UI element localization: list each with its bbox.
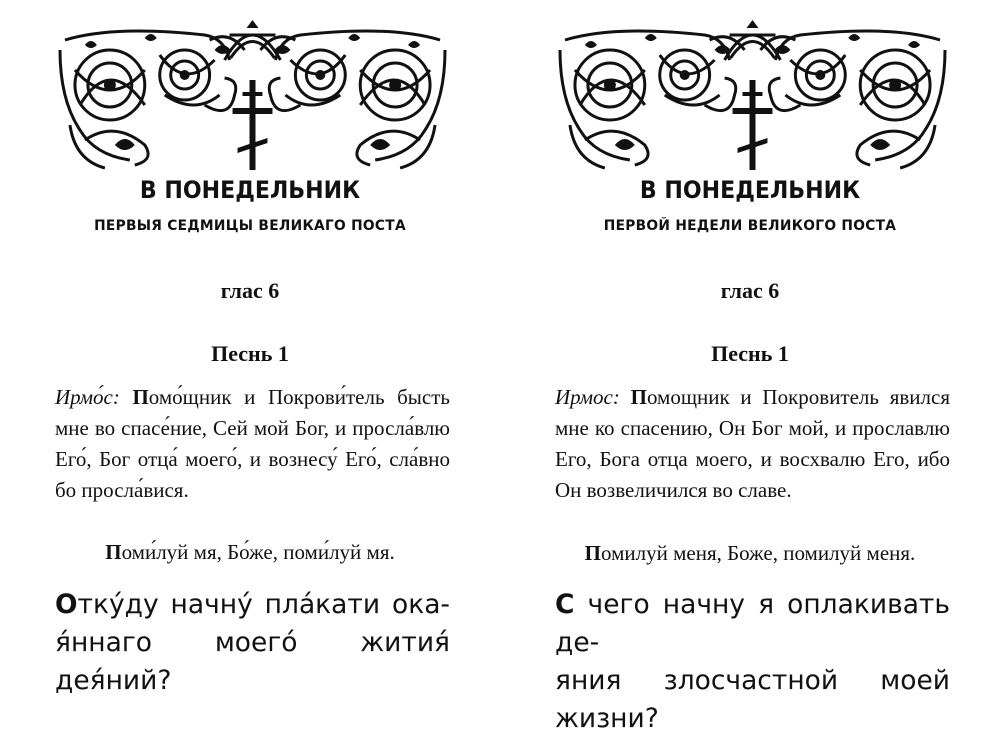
troparion-initial: С bbox=[555, 589, 575, 620]
refrain-initial: П bbox=[105, 540, 122, 564]
refrain-text: оми́луй мя, Бо́же, поми́луй мя. bbox=[121, 540, 395, 564]
irmos-text: омощник и Покровитель явился мне ко спасению, Он Бог мой, и прославлю Его, Бога отца моего, и восхвалю Его, ибо Он возвеличился во славе. bbox=[555, 385, 951, 502]
troparion-line-1-text: тку́ду начну́ пла́кати ока- bbox=[77, 589, 450, 620]
irmos-paragraph bbox=[555, 382, 950, 506]
page-subtitle: ПЕРВОЙ НЕДЕЛИ ВЕЛИКОГО ПОСТА bbox=[603, 218, 897, 234]
page-title: В ПОНЕДЕЛЬНИК bbox=[139, 176, 361, 204]
troparion-initial: О bbox=[55, 589, 78, 620]
right-page bbox=[500, 0, 1000, 734]
floral-headpiece-ornament-icon bbox=[55, 20, 450, 170]
ode-heading: Песнь 1 bbox=[211, 341, 289, 366]
orthodox-cross-icon bbox=[733, 80, 773, 170]
troparion-line-1-text: чего начну я оплакивать де- bbox=[555, 589, 950, 658]
floral-headpiece-ornament-icon bbox=[555, 20, 950, 170]
troparion-paragraph bbox=[55, 586, 450, 700]
irmos-initial: П bbox=[630, 385, 647, 409]
tone-heading: глас 6 bbox=[720, 278, 780, 303]
refrain-line bbox=[0, 540, 500, 565]
refrain-line bbox=[500, 541, 1000, 566]
irmos-label: Ирмос: bbox=[555, 385, 620, 409]
irmos-label: Ирмо́с: bbox=[55, 385, 120, 409]
refrain-initial: П bbox=[584, 541, 602, 565]
left-page bbox=[0, 0, 500, 694]
troparion-line-2: яния злосчастной моей жизни? bbox=[555, 665, 950, 734]
refrain-text: омилуй меня, Боже, помилуй меня. bbox=[601, 541, 916, 565]
irmos-initial: П bbox=[132, 385, 149, 409]
irmos-text: омо́щник и Покрови́тель бысть мне во спасе́ние, Сей мой Бог, и просла́влю Его́, Бог отца́ моего́, и вознесу́ Его́, сла́вно бо просла́вися. bbox=[55, 385, 450, 502]
troparion-paragraph bbox=[555, 586, 950, 738]
troparion-line-1 bbox=[55, 586, 450, 624]
troparion-line-2: я́ннаго моего́ жития́ дея́ний? bbox=[55, 627, 450, 696]
tone-heading: глас 6 bbox=[220, 278, 280, 303]
troparion-line-1 bbox=[555, 586, 950, 662]
ode-heading: Песнь 1 bbox=[711, 341, 789, 366]
page-title: В ПОНЕДЕЛЬНИК bbox=[639, 176, 861, 204]
page-subtitle: ПЕРВЫЯ СЕДМИЦЫ ВЕЛИКАГО ПОСТА bbox=[94, 218, 406, 234]
irmos-paragraph bbox=[55, 382, 450, 506]
orthodox-cross-icon bbox=[233, 80, 273, 170]
